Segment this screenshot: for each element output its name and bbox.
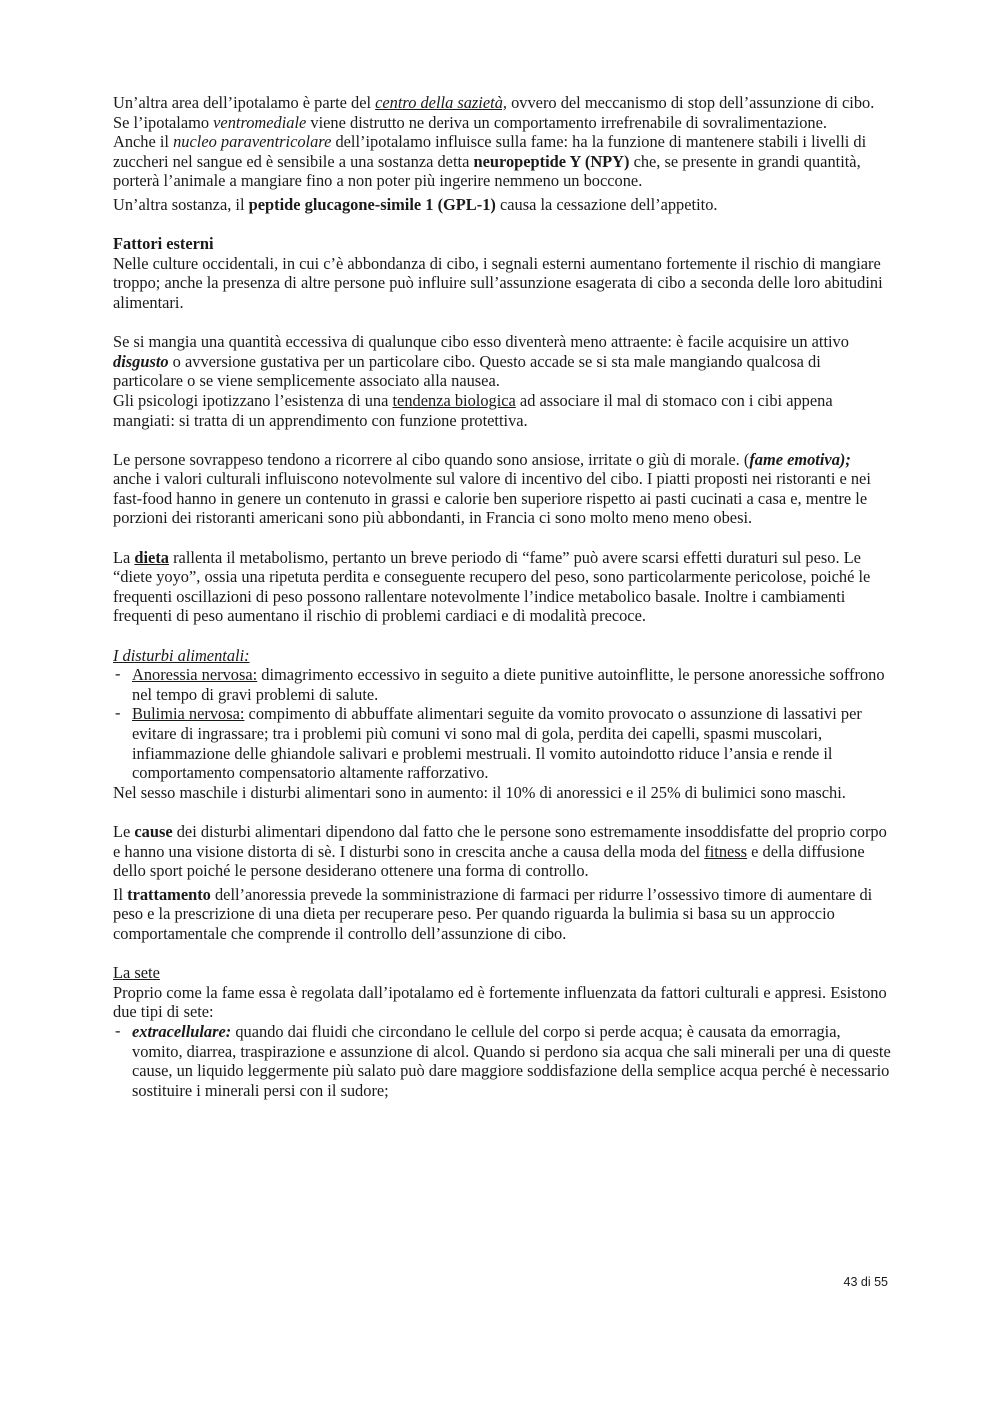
heading-disturbi-alimentali: I disturbi alimentali: (113, 645, 250, 665)
term-cause: cause (134, 821, 173, 841)
paragraph-disgusto: Se si mangia una quantità eccessiva di qualunque cibo esso diventerà meno attraente: è facile acquisire un attivo disgusto o avversione gustativa per un particolare cibo. Questo accade se si sta male mangiando qualcosa di particolare o se viene semplicemente associato alla nausea. (113, 332, 849, 391)
heading-fattori-esterni: Fattori esterni (113, 234, 214, 254)
term-fitness: fitness (704, 841, 748, 861)
term-dieta: dieta (134, 547, 169, 567)
term-npy: neuropeptide Y (NPY) (473, 151, 630, 171)
paragraph-trattamento: Il trattamento dell’anoressia prevede la somministrazione di farmaci per ridurre l’ossessivo timore di aumentare di peso e la prescrizione di una dieta per recuperare peso. Per quando riguarda la bulimia si basa su un approccio comportamentale che comprende il controllo dell’assunzione di cibo. (113, 884, 873, 943)
paragraph-dieta: La dieta rallenta il metabolismo, pertanto un breve periodo di “fame” può avere scarsi effetti duraturi sul peso. Le “diete yoyo”, ossia una ripetuta perdita e conseguente recupero del peso, sono particolarmente pericolose, poiché le frequenti oscillazioni di peso possono rallentare notevolmente l’indice metabolico basale. Inoltre i cambiamenti frequenti di peso aumentano il rischio di problemi cardiaci e di modalità precoce. (113, 547, 871, 626)
paragraph-sesso-maschile: Nel sesso maschile i disturbi alimentari sono in aumento: il 10% di anoressici e il 25% di bulimici sono maschi. (113, 782, 846, 802)
list-disturbi (113, 665, 893, 783)
term-tendenza-biologica: tendenza biologica (392, 390, 516, 410)
term-disgusto: disgusto (113, 351, 169, 371)
paragraph-sete: Proprio come la fame essa è regolata dall’ipotalamo ed è fortemente influenzata da fattori culturali e appresi. Esistono due tipi di sete: (113, 982, 887, 1022)
document-page (113, 93, 893, 1100)
paragraph-gpl1: Un’altra sostanza, il peptide glucagone-simile 1 (GPL-1) causa la cessazione dell’appetito. (113, 194, 718, 214)
paragraph-nucleo-paraventricolare: Anche il nucleo paraventricolare dell’ipotalamo influisce sulla fame: ha la funzione di mantenere stabili i livelli di zuccheri nel sangue ed è sensibile a una sostanza detta neuropeptide Y (NPY) che, se presente in grandi quantità, porterà l’animale a mangiare fino a non poter più ingerire nemmeno un boccone. (113, 132, 867, 191)
term-trattamento: trattamento (127, 884, 211, 904)
term-bulimia: Bulimia nervosa: (132, 704, 245, 724)
paragraph-tendenza-biologica: Gli psicologi ipotizzano l’esistenza di una tendenza biologica ad associare il mal di stomaco con i cibi appena mangiati: si tratta di un apprendimento con funzione protettiva. (113, 390, 833, 430)
paragraph-centro-sazieta: Un’altra area dell’ipotalamo è parte del centro della sazietà, ovvero del meccanismo di stop dell’assunzione di cibo. Se l’ipotalamo ventromediale viene distrutto ne deriva un comportamento irrefrenabile di sovralimentazione. (113, 93, 875, 132)
heading-la-sete: La sete (113, 963, 160, 983)
list-item-bulimia: - Bulimia nervosa: compimento di abbuffate alimentari seguite da vomito provocato o assunzione di lassativi per evitare di ingrassare; tra i problemi più comuni vi sono mal di gola, perdita dei capelli, spasmi muscolari, infiammazione delle ghiandole salivari e problemi mestruali. Il vomito autoindotto riduce l’ansia e rende il comportamento compensatorio altamente rafforzativo. (113, 704, 893, 782)
page-number: 43 di 55 (843, 1275, 888, 1289)
list-item-extracellulare: - extracellulare: quando dai fluidi che circondano le cellule del corpo si perde acqua; è causata da emorragia, vomito, diarrea, traspirazione e assunzione di alcol. Quando si perdono sia acqua che sali minerali per una di queste cause, un liquido leggermente più salato può dare maggiore soddisfazione della semplice acqua perché è necessario sostituire i minerali persi con il sudore; (113, 1022, 893, 1100)
term-anoressia: Anoressia nervosa: (132, 665, 258, 685)
paragraph-fattori-esterni: Nelle culture occidentali, in cui c’è abbondanza di cibo, i segnali esterni aumentano fortemente il rischio di mangiare troppo; anche la presenza di altre persone può influire sull’assunzione esagerata di cibo a seconda delle loro abitudini alimentari. (113, 253, 883, 312)
term-ventromediale: ventromediale (213, 112, 307, 132)
list-item-anoressia: - Anoressia nervosa: dimagrimento eccessivo in seguito a diete punitive autoinflitte, le persone anoressiche soffrono nel tempo di gravi problemi di salute. (113, 665, 893, 704)
term-fame-emotiva: fame emotiva); (749, 449, 851, 469)
list-sete (113, 1022, 893, 1100)
paragraph-cause: Le cause dei disturbi alimentari dipendono dal fatto che le persone sono estremamente insoddisfatte del proprio corpo e hanno una visione distorta di sè. I disturbi sono in crescita anche a causa della moda del fitness e della diffusione dello sport poiché le persone desiderano ottenere una forma di controllo. (113, 821, 887, 881)
term-gpl1: peptide glucagone-simile 1 (GPL-1) (248, 194, 496, 214)
term-extracellulare: extracellulare: (132, 1021, 232, 1041)
term-nucleo-paraventricolare: nucleo paraventricolare (173, 132, 332, 152)
term-centro-sazieta: centro della sazietà, (375, 93, 507, 112)
paragraph-fame-emotiva: Le persone sovrappeso tendono a ricorrere al cibo quando sono ansiose, irritate o giù di morale. (fame emotiva); anche i valori culturali influiscono notevolmente sul valore di incentivo del cibo. I piatti proposti nei ristoranti e nei fast-food hanno in genere un contenuto in grassi e calorie ben superiore rispetto ai pasti cucinati a casa e, mentre le porzioni dei ristoranti americani sono più abbondanti, in Francia ci sono molto meno meno obesi. (113, 449, 871, 528)
